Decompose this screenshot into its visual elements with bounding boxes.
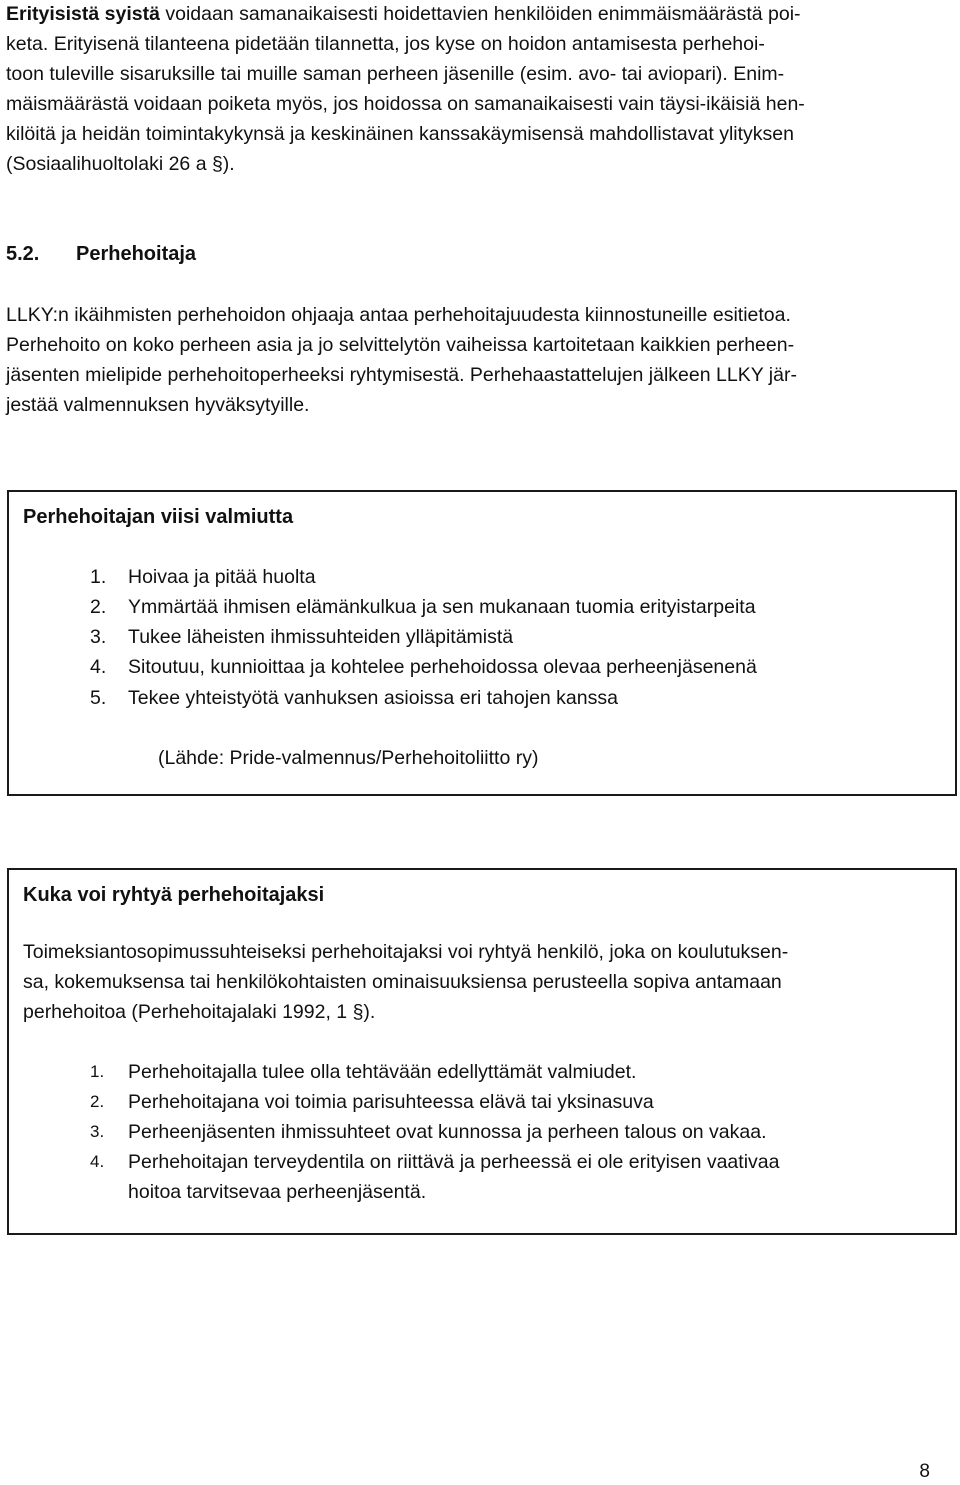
competency-item: Ymmärtää ihmisen elämänkulkua ja sen mukanaan tuomia erityistarpeita: [128, 596, 756, 618]
competency-number: 2.: [90, 596, 107, 618]
section-line-1: LLKY:n ikäihmisten perhehoidon ohjaaja antaa perhehoitajuudesta kiinnostuneille esitietoa.: [6, 304, 791, 326]
section-line-4: jestää valmennuksen hyväksytyille.: [6, 394, 310, 416]
eligibility-line-2: sa, kokemuksensa tai henkilökohtaisten ominaisuuksiensa perusteella sopiva antamaan: [23, 971, 782, 993]
competency-item: Hoivaa ja pitää huolta: [128, 566, 316, 588]
competency-number: 3.: [90, 626, 107, 648]
intro-line-2: keta. Erityisenä tilanteena pidetään tilannetta, jos kyse on hoidon antamisesta perhehoi-: [6, 33, 765, 55]
eligibility-item: Perheenjäsenten ihmissuhteet ovat kunnossa ja perheen talous on vakaa.: [128, 1121, 767, 1143]
section-number: 5.2.: [6, 243, 40, 265]
competency-number: 5.: [90, 687, 107, 709]
intro-line-6: (Sosiaalihuoltolaki 26 a §).: [6, 153, 235, 175]
intro-bold-lead: Erityisistä syistä: [6, 3, 160, 25]
section-line-3: jäsenten mielipide perhehoitoperheeksi ryhtymisestä. Perhehaastattelujen jälkeen LLKY jär-: [6, 364, 797, 386]
section-title: Perhehoitaja: [76, 243, 197, 265]
competency-item: Sitoutuu, kunnioittaa ja kohtelee perhehoidossa olevaa perheenjäsenenä: [128, 656, 757, 678]
intro-line-1: [6, 0, 801, 29]
intro-line-5: kilöitä ja heidän toimintakykynsä ja keskinäinen kanssakäymisensä mahdollistavat ylityksen: [6, 123, 794, 145]
eligibility-item: Perhehoitajalla tulee olla tehtävään edellyttämät valmiudet.: [128, 1061, 637, 1083]
intro-line-3: toon tuleville sisaruksille tai muille saman perheen jäsenille (esim. avo- tai aviopari). Enim-: [6, 63, 785, 85]
eligibility-line-3: perhehoitoa (Perhehoitajalaki 1992, 1 §).: [23, 1001, 376, 1023]
source-citation: (Lähde: Pride-valmennus/Perhehoitoliitto ry): [158, 747, 539, 769]
competency-item: Tekee yhteistyötä vanhuksen asioissa eri tahojen kanssa: [128, 687, 618, 709]
intro-line-4: mäismäärästä voidaan poiketa myös, jos hoidossa on samanaikaisesti vain täysi-ikäisiä hen-: [6, 93, 805, 115]
intro-line-1-rest: voidaan samanaikaisesti hoidettavien henkilöiden enimmäismäärästä poi-: [159, 3, 801, 25]
eligibility-title: Kuka voi ryhtyä perhehoitajaksi: [23, 884, 325, 906]
competency-number: 1.: [90, 566, 107, 588]
eligibility-number: 4.: [90, 1152, 105, 1171]
eligibility-line-1: Toimeksiantosopimussuhteiseksi perhehoitajaksi voi ryhtyä henkilö, joka on koulutuksen-: [23, 941, 789, 963]
eligibility-item: Perhehoitajan terveydentila on riittävä ja perheessä ei ole erityisen vaativaa: [128, 1151, 780, 1173]
page-number: 8: [919, 1461, 930, 1482]
eligibility-item: Perhehoitajana voi toimia parisuhteessa elävä tai yksinasuva: [128, 1091, 654, 1113]
competency-item: Tukee läheisten ihmissuhteiden ylläpitämistä: [128, 626, 514, 648]
competencies-title: Perhehoitajan viisi valmiutta: [23, 506, 294, 528]
eligibility-item-continuation: hoitoa tarvitsevaa perheenjäsentä.: [128, 1181, 427, 1203]
eligibility-number: 1.: [90, 1062, 105, 1081]
competency-number: 4.: [90, 656, 107, 678]
eligibility-number: 2.: [90, 1092, 105, 1111]
eligibility-number: 3.: [90, 1122, 105, 1141]
section-line-2: Perhehoito on koko perheen asia ja jo selvittelytön vaiheissa kartoitetaan kaikkien perheen-: [6, 334, 795, 356]
